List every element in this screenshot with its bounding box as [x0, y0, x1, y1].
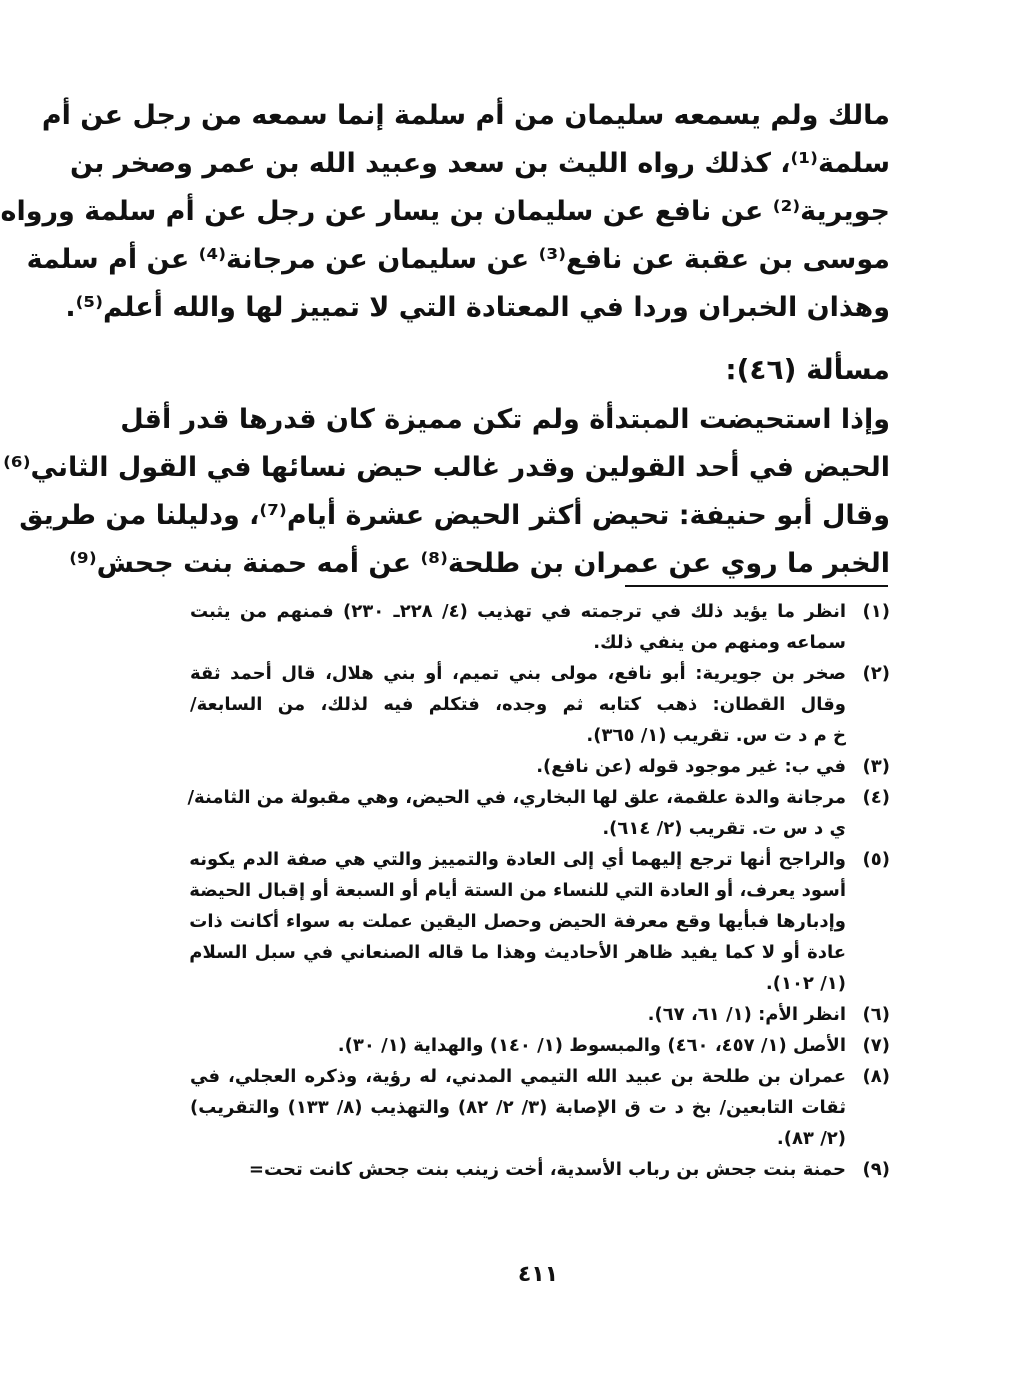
footnote-number: (٢) — [862, 663, 890, 684]
main-line-3: جويرية⁽²⁾ عن نافع عن سليمان بن يسار عن رجل عن أم سلمة ورواه — [0, 196, 890, 227]
footnote-line: سماعه ومنهم من ينفي ذلك. — [593, 632, 846, 653]
footnote-line: عادة أو لا كما يفيد ظاهر الأحاديث وهذا ما قاله الصنعاني في سبل السلام — [189, 942, 846, 963]
footnote-number: (٩) — [862, 1159, 890, 1180]
main-line-2: سلمة⁽¹⁾، كذلك رواه الليث بن سعد وعبيد الله بن عمر وصخر بن — [69, 148, 890, 179]
footnotes — [187, 596, 890, 1185]
footnote-number: (٤) — [862, 787, 890, 808]
footnote-6 — [190, 999, 890, 1030]
footnote-line: حمنة بنت جحش بن رباب الأسدية، أخت زينب بنت جحش كانت تحت= — [248, 1159, 846, 1180]
main-line-5: وهذان الخبران وردا في المعتادة التي لا تمييز لها والله أعلم⁽⁵⁾. — [65, 292, 890, 323]
footnote-line: الأصل (١/ ٤٥٧، ٤٦٠) والمبسوط (١/ ١٤٠) والهداية (١/ ٣٠). — [337, 1035, 846, 1056]
footnote-line: (١/ ١٠٢). — [765, 973, 846, 994]
footnote-number: (٧) — [862, 1035, 890, 1056]
main-line-8: وقال أبو حنيفة: تحيض أكثر الحيض عشرة أيام⁽⁷⁾، ودليلنا من طريق — [19, 500, 890, 531]
footnote-number: (١) — [862, 601, 890, 622]
footnote-line: (٢/ ٨٣). — [776, 1128, 846, 1149]
main-line-7: الحيض في أحد القولين وقدر غالب حيض نسائها في القول الثاني⁽⁶⁾ — [3, 452, 890, 483]
section-heading: مسألة (٤٦): — [725, 353, 890, 386]
footnote-7 — [190, 1030, 890, 1061]
main-line-1: مالك ولم يسمعه سليمان من أم سلمة إنما سمعه من رجل عن أم — [41, 100, 890, 131]
footnote-8 — [190, 1061, 890, 1154]
footnote-line: والراجح أنها ترجع إليهما أي إلى العادة والتمييز والتي هي صفة الدم يكونه — [189, 849, 846, 870]
footnote-1 — [190, 596, 890, 658]
footnote-line: مرجانة والدة علقمة، علق لها البخاري، في الحيض، وهي مقبولة من الثامنة/ — [187, 787, 846, 808]
footnote-line: ثقات التابعين/ بخ د ت ق الإصابة (٣/ ٢/ ٨٢) والتهذيب (٨/ ١٣٣) والتقريب) — [190, 1097, 846, 1118]
footnote-line: ي د س ت. تقريب (٢/ ٦١٤). — [602, 818, 846, 839]
footnote-line: أسود يعرف، أو العادة التي للنساء من الستة أيام أو السبعة أو إقبال الحيضة — [189, 880, 846, 901]
main-line-4: موسى بن عقبة عن نافع⁽³⁾ عن سليمان عن مرجانة⁽⁴⁾ عن أم سلمة — [26, 244, 890, 275]
main-text — [0, 92, 890, 588]
footnote-9 — [190, 1154, 890, 1185]
footnote-2 — [190, 658, 890, 751]
main-line-9: الخبر ما روي عن عمران بن طلحة⁽⁸⁾ عن أمه حمنة بنت جحش⁽⁹⁾ — [69, 548, 890, 579]
footnote-line: انظر ما يؤيد ذلك في ترجمته في تهذيب (٤/ ٢٢٨ـ ٢٣٠) فمنهم من يثبت — [190, 601, 847, 622]
footnote-line: وإدبارها فبأيها وقع معرفة الحيض وحصل اليقين عملت به سواء أكانت ذات — [189, 911, 846, 932]
footnote-separator — [625, 585, 888, 587]
footnote-line: وقال القطان: ذهب كتابه ثم وجده، فتكلم فيه لذلك، من السابعة/ — [190, 694, 846, 715]
footnote-number: (٨) — [862, 1066, 890, 1087]
footnote-5 — [190, 844, 890, 999]
footnote-line: خ م د ت س. تقريب (١/ ٣٦٥). — [586, 725, 846, 746]
footnote-3 — [190, 751, 890, 782]
page-number: ٤١١ — [517, 1262, 559, 1287]
footnote-line: عمران بن طلحة بن عبيد الله التيمي المدني، له رؤية، وذكره العجلي، في — [190, 1066, 846, 1087]
footnote-number: (٥) — [862, 849, 890, 870]
footnote-number: (٣) — [862, 756, 890, 777]
footnote-4 — [187, 782, 890, 844]
footnote-line: انظر الأم: (١/ ٦١، ٦٧). — [647, 1004, 846, 1025]
footnote-line: صخر بن جويرية: أبو نافع، مولى بني تميم، أو بني هلال، قال أحمد ثقة — [190, 663, 846, 684]
footnote-line: في ب: غير موجود قوله (عن نافع). — [536, 756, 846, 777]
main-line-6: وإذا استحيضت المبتدأة ولم تكن مميزة كان قدرها قدر أقل — [120, 404, 890, 435]
footnote-number: (٦) — [862, 1004, 890, 1025]
